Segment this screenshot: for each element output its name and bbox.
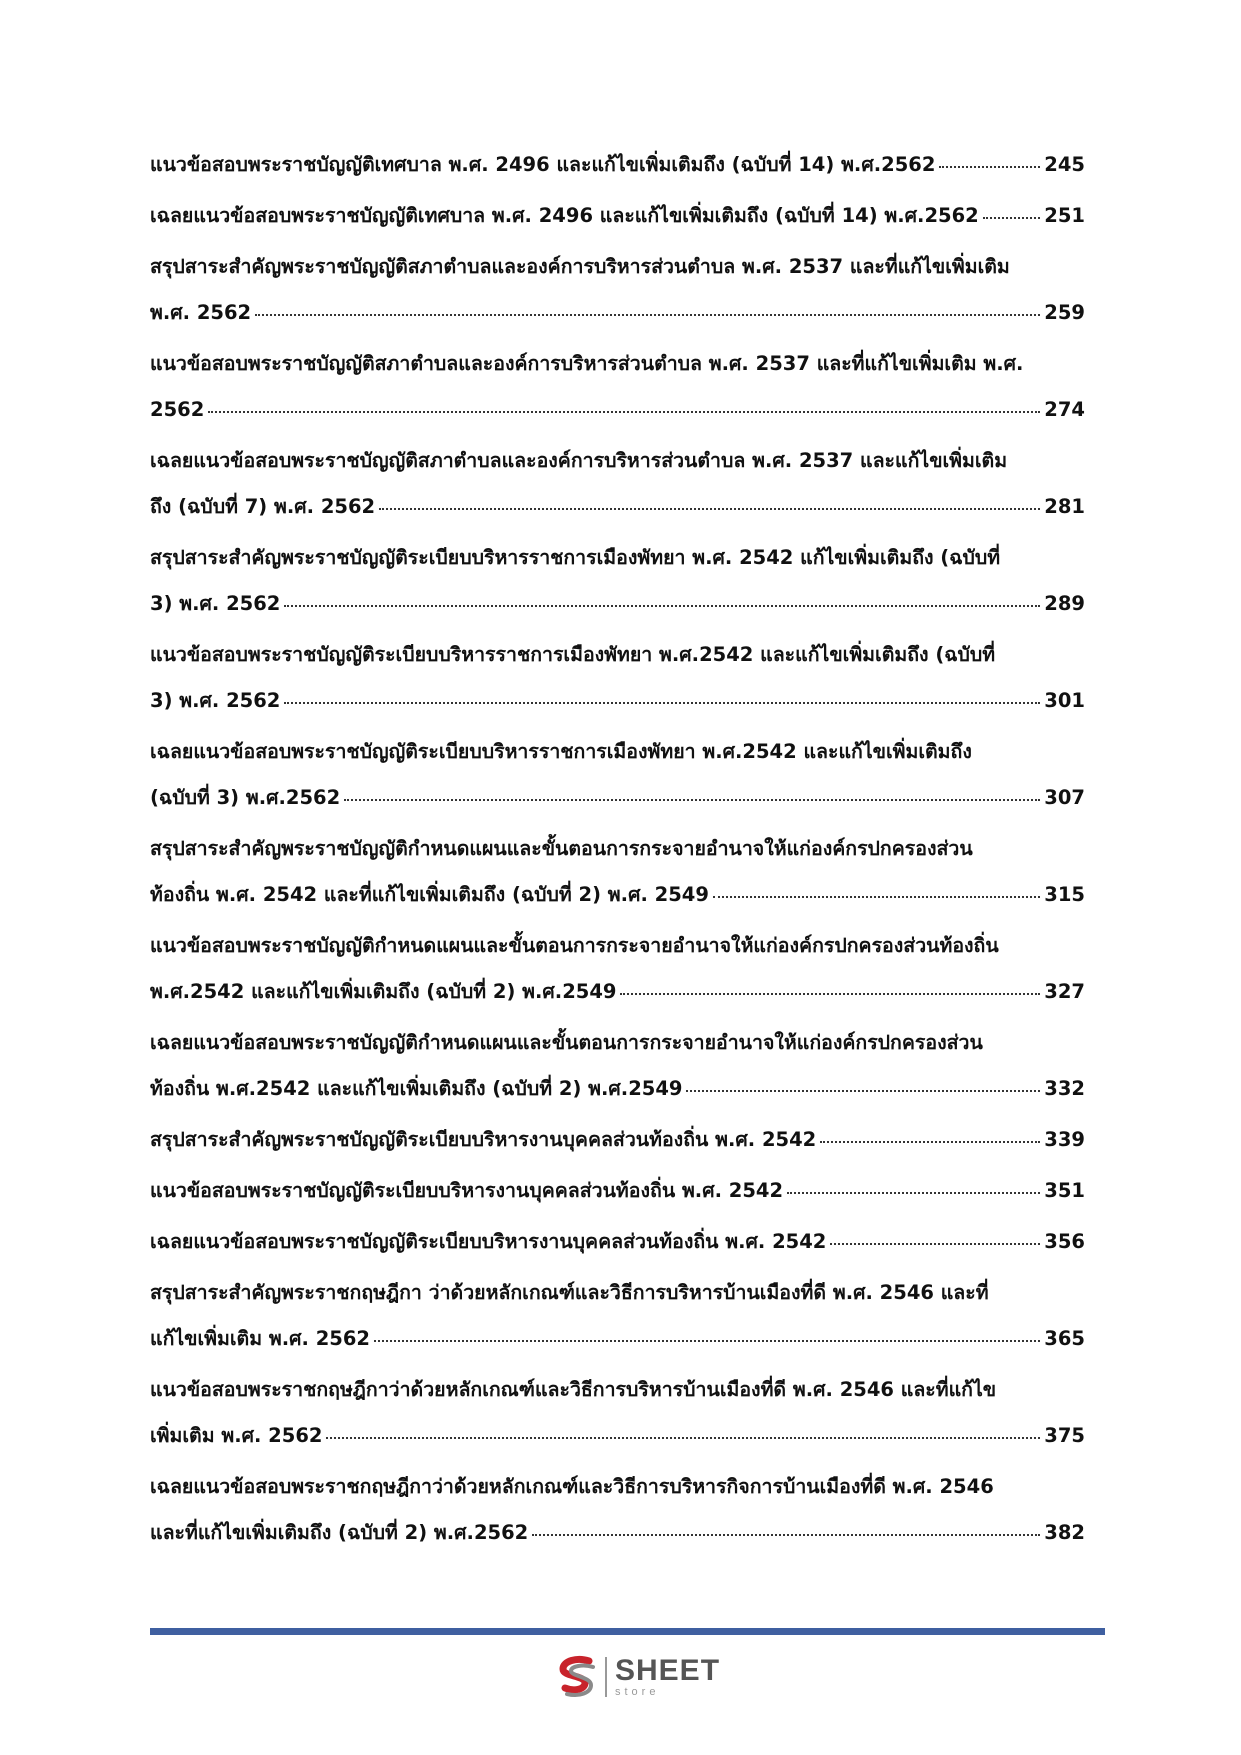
toc-entry-line [150,201,1085,230]
toc-page-number: 245 [1044,153,1085,176]
toc-entry[interactable] [150,931,1085,1006]
logo-text [615,1656,720,1698]
toc-entry-line [150,543,1085,572]
toc-entry-title: แนวข้อสอบพระราชบัญญัติเทศบาล พ.ศ. 2496 และแก้ไขเพิ่มเติมถึง (ฉบับที่ 14) พ.ศ.2562 [150,153,936,176]
toc-entry-line [150,349,1085,378]
toc-page-number: 356 [1044,1230,1085,1253]
toc-entry[interactable] [150,349,1085,424]
toc-entry-title: เฉลยแนวข้อสอบพระราชกฤษฎีกาว่าด้วยหลักเกณฑ์และวิธีการบริหารกิจการบ้านเมืองที่ดี พ.ศ. 2546 [150,1475,994,1498]
toc-entry[interactable] [150,737,1085,812]
toc-entry[interactable] [150,446,1085,521]
toc-entry-title: 2562 [150,398,205,421]
toc-entry-line [150,1518,1085,1547]
toc-entry-title: เฉลยแนวข้อสอบพระราชบัญญัติสภาตำบลและองค์การบริหารส่วนตำบล พ.ศ. 2537 และแก้ไขเพิ่มเติม [150,449,1008,472]
toc-page-number: 274 [1044,398,1085,421]
toc-entry-title: เฉลยแนวข้อสอบพระราชบัญญัติระเบียบบริหารราชการเมืองพัทยา พ.ศ.2542 และแก้ไขเพิ่มเติมถึง [150,740,972,763]
toc-entry-title: สรุปสาระสำคัญพระราชบัญญัติระเบียบบริหารราชการเมืองพัทยา พ.ศ. 2542 แก้ไขเพิ่มเติมถึง (ฉบับที่ [150,546,1001,569]
toc-entry-title: 3) พ.ศ. 2562 [150,689,281,712]
toc-page-number: 307 [1044,786,1085,809]
toc-dot-leader [713,896,1040,898]
toc-dot-leader [830,1243,1040,1245]
toc-entry[interactable] [150,640,1085,715]
toc-dot-leader [620,993,1040,995]
toc-entry-line [150,1125,1085,1154]
toc-dot-leader [686,1090,1040,1092]
toc-dot-leader [255,314,1040,316]
toc-entry-title: แนวข้อสอบพระราชบัญญัติระเบียบบริหารงานบุคคลส่วนท้องถิ่น พ.ศ. 2542 [150,1179,784,1202]
toc-entry-line [150,1472,1085,1501]
toc-entry[interactable] [150,543,1085,618]
toc-dot-leader [208,411,1040,413]
toc-entry-line [150,150,1085,179]
toc-entry-line [150,880,1085,909]
toc-entry-line [150,589,1085,618]
toc-entry[interactable] [150,1375,1085,1450]
table-of-contents [150,150,1085,1569]
toc-entry[interactable] [150,1472,1085,1547]
toc-entry-title: เฉลยแนวข้อสอบพระราชบัญญัติกำหนดแผนและขั้นตอนการกระจายอำนาจให้แก่องค์กรปกครองส่วน [150,1031,983,1054]
toc-entry-title: และที่แก้ไขเพิ่มเติมถึง (ฉบับที่ 2) พ.ศ.2562 [150,1521,529,1544]
toc-dot-leader [344,799,1040,801]
toc-entry-title: แนวข้อสอบพระราชกฤษฎีกาว่าด้วยหลักเกณฑ์และวิธีการบริหารบ้านเมืองที่ดี พ.ศ. 2546 และที่แก้ไข [150,1378,997,1401]
toc-entry-title: สรุปสาระสำคัญพระราชบัญญัติกำหนดแผนและขั้นตอนการกระจายอำนาจให้แก่องค์กรปกครองส่วน [150,837,973,860]
toc-entry[interactable] [150,1176,1085,1205]
toc-entry[interactable] [150,150,1085,179]
toc-dot-leader [983,217,1041,219]
toc-entry-title: (ฉบับที่ 3) พ.ศ.2562 [150,786,341,809]
toc-entry-title: ท้องถิ่น พ.ศ.2542 และแก้ไขเพิ่มเติมถึง (ฉบับที่ 2) พ.ศ.2549 [150,1077,683,1100]
toc-entry[interactable] [150,201,1085,230]
toc-entry-title: เพิ่มเติม พ.ศ. 2562 [150,1424,323,1447]
toc-entry[interactable] [150,1227,1085,1256]
toc-entry-line [150,1278,1085,1307]
toc-entry-line [150,1028,1085,1057]
logo-separator [605,1657,607,1697]
toc-entry-title: เฉลยแนวข้อสอบพระราชบัญญัติระเบียบบริหารงานบุคคลส่วนท้องถิ่น พ.ศ. 2542 [150,1230,827,1253]
logo-sub-text: store [615,1686,660,1698]
toc-entry-title: พ.ศ. 2562 [150,301,252,324]
toc-entry-line [150,1421,1085,1450]
toc-entry-title: พ.ศ.2542 และแก้ไขเพิ่มเติมถึง (ฉบับที่ 2) พ.ศ.2549 [150,980,617,1003]
toc-entry-title: แนวข้อสอบพระราชบัญญัติสภาตำบลและองค์การบริหารส่วนตำบล พ.ศ. 2537 และที่แก้ไขเพิ่มเติม พ.ศ. [150,352,1024,375]
toc-entry[interactable] [150,252,1085,327]
toc-dot-leader [820,1141,1040,1143]
toc-entry-line [150,686,1085,715]
toc-page-number: 301 [1044,689,1085,712]
toc-page-number: 315 [1044,883,1085,906]
toc-entry-title: แนวข้อสอบพระราชบัญญัติกำหนดแผนและขั้นตอนการกระจายอำนาจให้แก่องค์กรปกครองส่วนท้องถิ่น [150,934,999,957]
toc-page-number: 365 [1044,1327,1085,1350]
toc-entry-line [150,931,1085,960]
toc-dot-leader [939,166,1040,168]
toc-page-number: 327 [1044,980,1085,1003]
logo-main-text: SHEET [615,1654,721,1687]
toc-entry[interactable] [150,1028,1085,1103]
toc-entry-line [150,737,1085,766]
toc-page-number: 375 [1044,1424,1085,1447]
toc-page-number: 251 [1044,204,1085,227]
toc-dot-leader [284,702,1040,704]
toc-entry-title: เฉลยแนวข้อสอบพระราชบัญญัติเทศบาล พ.ศ. 2496 และแก้ไขเพิ่มเติมถึง (ฉบับที่ 14) พ.ศ.2562 [150,204,979,227]
toc-entry-title: สรุปสาระสำคัญพระราชกฤษฎีกา ว่าด้วยหลักเกณฑ์และวิธีการบริหารบ้านเมืองที่ดี พ.ศ. 2546 และที่ [150,1281,989,1304]
toc-entry-title: แก้ไขเพิ่มเติม พ.ศ. 2562 [150,1327,370,1350]
toc-page-number: 332 [1044,1077,1085,1100]
toc-dot-leader [379,508,1040,510]
footer-rule [150,1628,1105,1635]
toc-dot-leader [374,1340,1040,1342]
toc-page-number: 281 [1044,495,1085,518]
toc-entry-line [150,783,1085,812]
toc-entry-title: 3) พ.ศ. 2562 [150,592,281,615]
toc-entry-line [150,395,1085,424]
toc-dot-leader [532,1534,1040,1536]
toc-page-number: 259 [1044,301,1085,324]
toc-entry-line [150,252,1085,281]
toc-entry[interactable] [150,1278,1085,1353]
toc-entry-line [150,1375,1085,1404]
toc-entry-line [150,834,1085,863]
toc-dot-leader [284,605,1040,607]
toc-entry-line [150,1176,1085,1205]
toc-entry-line [150,492,1085,521]
sheet-store-logo [555,1652,720,1702]
toc-entry[interactable] [150,834,1085,909]
toc-entry-line [150,1227,1085,1256]
toc-entry-title: ท้องถิ่น พ.ศ. 2542 และที่แก้ไขเพิ่มเติมถึง (ฉบับที่ 2) พ.ศ. 2549 [150,883,709,906]
toc-dot-leader [787,1192,1040,1194]
toc-entry-line [150,1074,1085,1103]
toc-page-number: 351 [1044,1179,1085,1202]
toc-entry-line [150,977,1085,1006]
toc-entry-line [150,1324,1085,1353]
toc-entry-title: ถึง (ฉบับที่ 7) พ.ศ. 2562 [150,495,376,518]
sheet-store-logo-icon [555,1655,599,1699]
toc-entry-title: สรุปสาระสำคัญพระราชบัญญัติระเบียบบริหารงานบุคคลส่วนท้องถิ่น พ.ศ. 2542 [150,1128,817,1151]
toc-entry-title: แนวข้อสอบพระราชบัญญัติระเบียบบริหารราชการเมืองพัทยา พ.ศ.2542 และแก้ไขเพิ่มเติมถึง (ฉบับที่ [150,643,996,666]
toc-entry-line [150,446,1085,475]
toc-page-number: 289 [1044,592,1085,615]
toc-page-number: 339 [1044,1128,1085,1151]
toc-entry-line [150,298,1085,327]
toc-entry-title: สรุปสาระสำคัญพระราชบัญญัติสภาตำบลและองค์การบริหารส่วนตำบล พ.ศ. 2537 และที่แก้ไขเพิ่มเติม [150,255,1010,278]
toc-dot-leader [326,1437,1040,1439]
toc-page-number: 382 [1044,1521,1085,1544]
toc-entry[interactable] [150,1125,1085,1154]
toc-entry-line [150,640,1085,669]
